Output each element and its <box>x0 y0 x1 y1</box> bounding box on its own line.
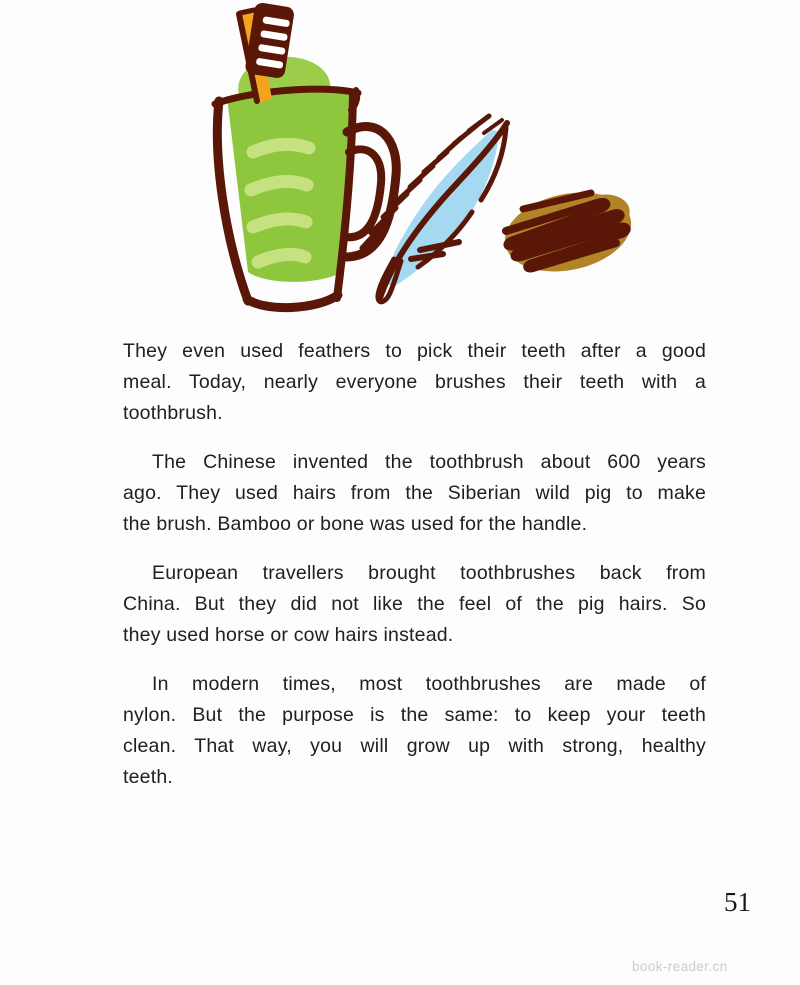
text-line: nylon. But the purpose is the same: to keep your teeth <box>123 704 706 726</box>
text-line: They even used feathers to pick their teeth after a good <box>123 340 706 362</box>
text-line: ago. They used hairs from the Siberian wild pig to make <box>123 482 706 504</box>
paragraph <box>123 558 706 651</box>
text-line: In modern times, most toothbrushes are made of <box>152 673 706 695</box>
page-number: 51 <box>724 887 751 917</box>
feather-icon <box>362 116 507 302</box>
text-line: China. But they did not like the feel of the pig hairs. So <box>123 593 706 615</box>
paragraph <box>123 447 706 540</box>
text-line: The Chinese invented the toothbrush about 600 years <box>152 451 706 473</box>
green-mug-icon <box>215 57 396 308</box>
article-text <box>123 336 706 811</box>
text-line: European travellers brought toothbrushes back from <box>152 562 706 584</box>
paragraph <box>123 336 706 429</box>
toothbrush-feather-illustration <box>0 0 800 330</box>
text-line: clean. That way, you will grow up with strong, healthy <box>123 735 706 757</box>
scribble-icon <box>497 182 638 283</box>
text-line: teeth. <box>123 766 173 788</box>
text-line: they used horse or cow hairs instead. <box>123 624 454 646</box>
text-line: meal. Today, nearly everyone brushes their teeth with a <box>123 371 706 393</box>
text-line: the brush. Bamboo or bone was used for the handle. <box>123 513 588 535</box>
paragraph <box>123 669 706 793</box>
text-line: toothbrush. <box>123 402 223 424</box>
watermark-text: book-reader.cn <box>632 959 728 974</box>
